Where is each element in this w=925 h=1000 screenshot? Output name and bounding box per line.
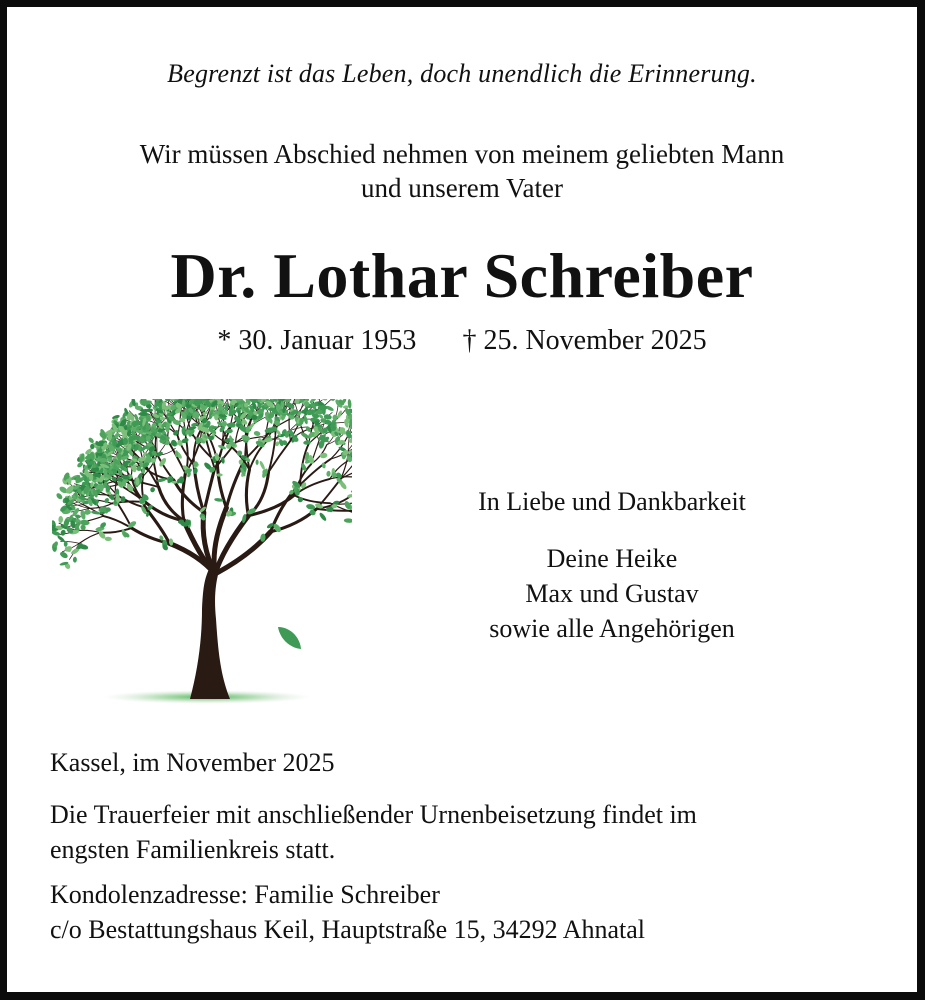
signoff-name: Deine Heike [546,544,678,573]
death-date: † 25. November 2025 [462,325,707,356]
tree-trunk [190,567,230,699]
address-line: Kondolenzadresse: Familie Schreiber [50,880,440,909]
tree-leaf [322,399,328,401]
intro-line: Wir müssen Abschied nehmen von meinem geliebten Mann [139,139,785,169]
intro-line: und unserem Vater [361,173,563,203]
tree-leaf [150,487,156,493]
place-date: Kassel, im November 2025 [50,748,335,777]
tree-branch [204,468,215,512]
tree-leaf [59,551,69,560]
tree-leaf [88,437,95,444]
condolence-address [50,877,645,947]
tree-leaf [58,516,63,523]
service-line: Die Trauerfeier mit anschließender Urnenbeisetzung findet im [50,800,697,829]
tree-leaf [55,492,63,500]
obituary-notice [7,7,917,992]
tree-leaf [253,430,261,436]
tree-leaf [105,537,112,542]
tree-leaf [259,460,266,470]
tree-branch [246,470,249,516]
tree-leaf [319,452,327,459]
address-line: c/o Bestattungshaus Keil, Hauptstraße 15, 34292 Ahnatal [50,915,646,944]
motto-quote: Begrenzt ist das Leben, doch unendlich die Erinnerung. [167,59,757,88]
signoff-name: sowie alle Angehörigen [489,614,735,643]
birth-date: * 30. Januar 1953 [217,325,417,356]
signoff-name: Max und Gustav [525,579,699,608]
tree-branch [79,533,100,544]
tree-leaf [60,529,67,536]
tree-leaf [344,518,352,523]
tree-leaf [318,512,327,522]
life-dates [7,325,917,357]
signoff-names [427,541,797,646]
tree-branch [316,509,352,511]
service-line: engsten Familienkreis statt. [50,835,336,864]
tree-leaf [303,440,312,445]
tree-icon [52,399,352,714]
tree-leaf [73,557,77,563]
signoff-heading: In Liebe und Dankbarkeit [478,487,746,516]
deceased-name: Dr. Lothar Schreiber [170,240,754,311]
intro-text [7,137,917,205]
tree-leaf [256,460,259,465]
tree-leaf [326,471,331,477]
falling-leaf [278,627,301,649]
tree-branch [101,528,132,533]
service-info [50,797,697,867]
